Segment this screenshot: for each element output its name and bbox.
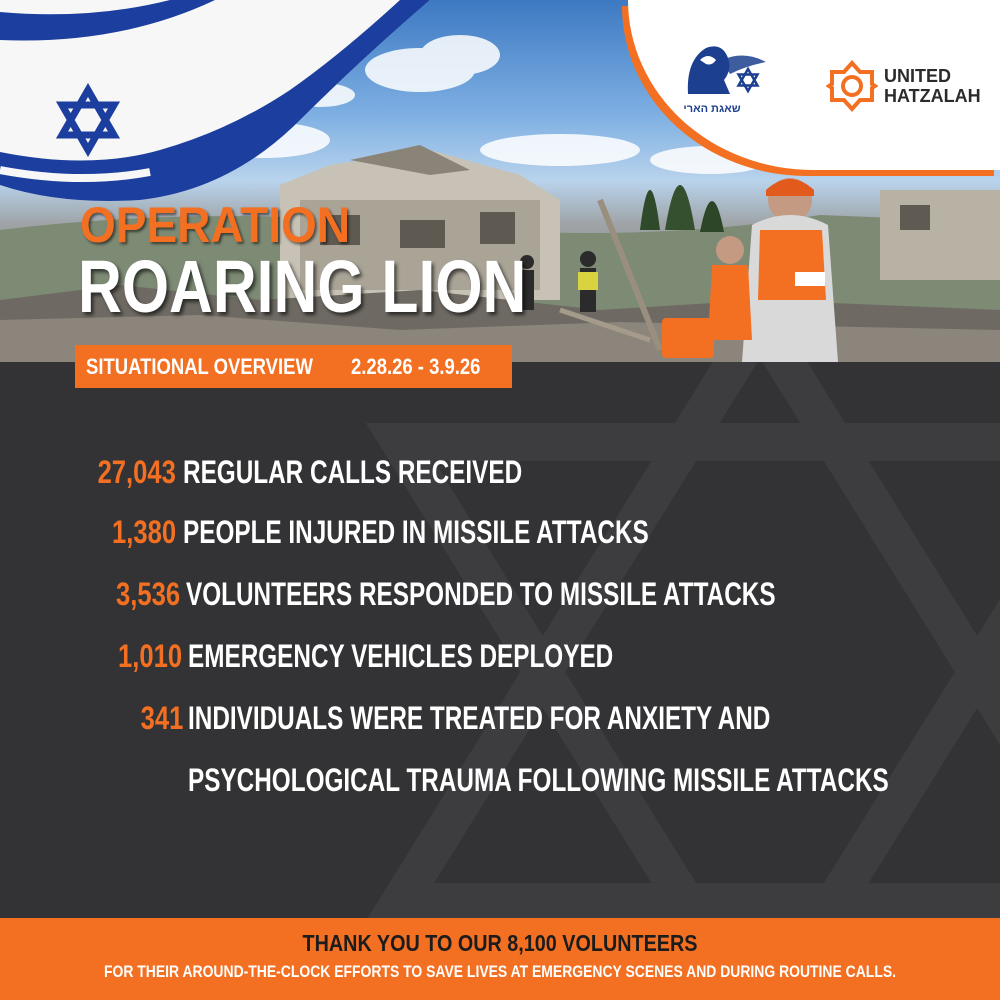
united-hatzalah-wordmark	[884, 66, 981, 106]
stat-number-anxiety: 341	[140, 700, 183, 736]
stat-label-volunteers: VOLUNTEERS RESPONDED TO MISSILE ATTACKS	[186, 576, 776, 612]
stat-label-vehicles: EMERGENCY VEHICLES DEPLOYED	[188, 638, 614, 674]
stat-label-calls: REGULAR CALLS RECEIVED	[183, 454, 523, 490]
footer-subtitle: FOR THEIR AROUND-THE-CLOCK EFFORTS TO SAVE LIVES AT EMERGENCY SCENES AND DURING ROUTINE CALLS.	[103, 962, 897, 981]
lion-logo-icon	[682, 40, 766, 100]
israel-flag-icon	[0, 0, 430, 215]
overview-label: SITUATIONAL OVERVIEW	[86, 354, 313, 379]
stat-number-calls: 27,043	[97, 454, 176, 490]
footer-title: THANK YOU TO OUR 8,100 VOLUNTEERS	[302, 930, 698, 956]
title-operation: OPERATION	[80, 197, 351, 253]
title-roaring-lion: ROARING LION	[78, 245, 527, 328]
uh-line-2: HATZALAH	[884, 86, 981, 106]
lion-logo-caption: שאגת הארי	[683, 103, 741, 115]
stat-label-injured: PEOPLE INJURED IN MISSILE ATTACKS	[183, 514, 649, 550]
uh-line-1: UNITED	[884, 66, 951, 86]
stat-number-vehicles: 1,010	[117, 638, 182, 674]
overview-dates: 2.28.26 - 3.9.26	[351, 354, 481, 379]
stat-label-anxiety-line-2: PSYCHOLOGICAL TRAUMA FOLLOWING MISSILE ATTACKS	[188, 762, 889, 798]
united-hatzalah-logo-icon	[826, 60, 878, 112]
stat-number-injured: 1,380	[111, 514, 176, 550]
stat-label-anxiety: INDIVIDUALS WERE TREATED FOR ANXIETY AND	[188, 700, 771, 736]
stat-number-volunteers: 3,536	[115, 576, 180, 612]
